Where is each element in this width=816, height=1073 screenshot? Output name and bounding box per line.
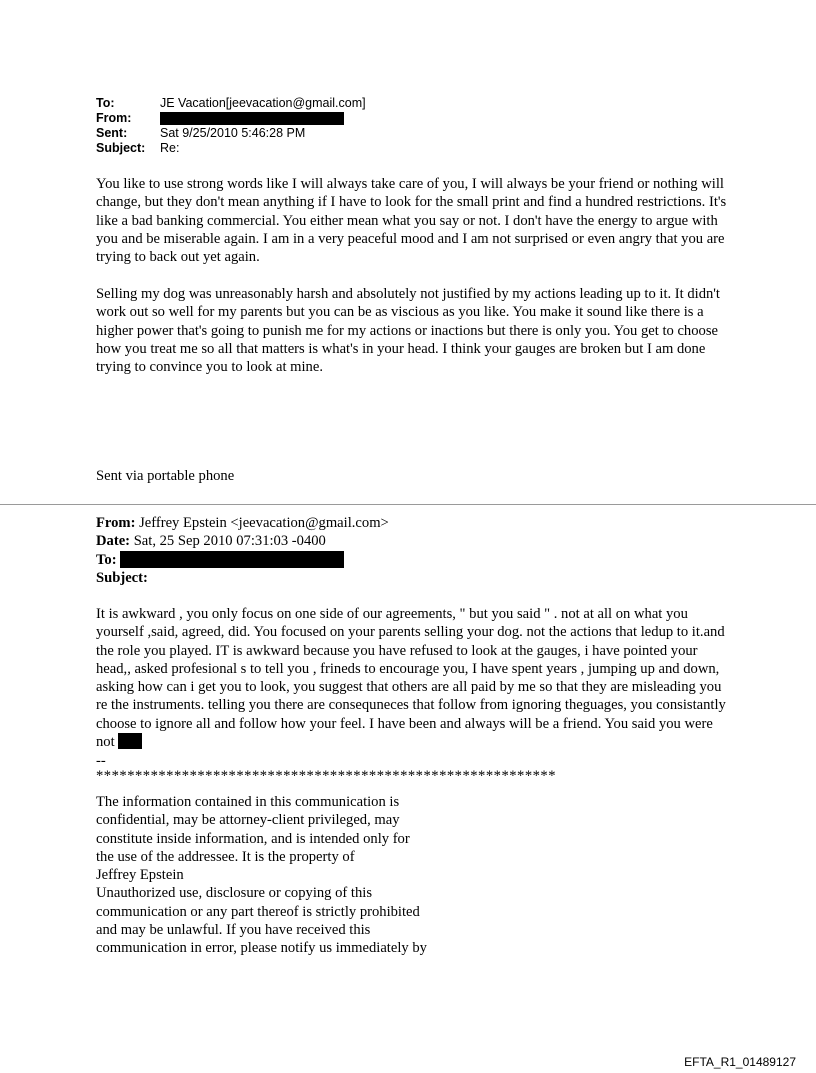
document-id: EFTA_R1_01489127 xyxy=(684,1055,796,1069)
quoted-subject-label: Subject: xyxy=(96,569,148,586)
from-label: From: xyxy=(96,111,132,125)
to-value: JE Vacation[jeevacation@gmail.com] xyxy=(160,96,366,110)
separator-dashes: -- xyxy=(96,753,106,769)
message-divider xyxy=(0,504,816,505)
from-row xyxy=(96,111,366,126)
sent-value: Sat 9/25/2010 5:46:28 PM xyxy=(160,126,306,140)
separator-stars: *********************************************************** xyxy=(96,768,557,784)
quoted-from-row xyxy=(96,514,389,532)
quoted-date-label: Date: xyxy=(96,533,131,550)
quoted-inline-redaction xyxy=(118,733,142,749)
signature-line: Sent via portable phone xyxy=(96,468,235,484)
subject-value: Re: xyxy=(160,141,180,155)
disclaimer-line: confidential, may be attorney-client privileged, may xyxy=(96,812,400,829)
quoted-paragraph xyxy=(96,605,728,751)
disclaimer-line: constitute inside information, and is intended only for xyxy=(96,830,410,847)
disclaimer-line: the use of the addressee. It is the property of xyxy=(96,848,355,865)
sent-label: Sent: xyxy=(96,126,128,140)
body-paragraph-2: Selling my dog was unreasonably harsh and absolutely not justified by my actions leading up to it. It didn't work out so well for my parents but you can be as viscious as you like. You make it sound like there is a higher power that's going to punish me for my actions or inactions but there is only you. You get to choose how you treat me so all that matters is what's in your head. I think your gauges are broken but I am done trying to convince you to look at mine. xyxy=(96,286,720,376)
quoted-from-value: Jeffrey Epstein <jeevacation@gmail.com> xyxy=(135,515,389,531)
quoted-header xyxy=(96,514,389,587)
quoted-to-row xyxy=(96,551,389,569)
quoted-to-label: To: xyxy=(96,551,117,568)
body-paragraph-1: You like to use strong words like I will always take care of you, I will always be your friend or nothing will change, but they don't mean anything if I have to look for the small print and find a hundred restrictions. It's like a bad banking commercial. You either mean what you say or not. I don't have the energy to argue with you and be miserable again. I am in a very peaceful mood and I am not surprised or even angry that you are trying to back out yet again. xyxy=(96,176,727,266)
quoted-date-row xyxy=(96,532,389,550)
disclaimer-line: communication or any part thereof is strictly prohibited xyxy=(96,903,420,920)
to-label: To: xyxy=(96,96,115,110)
from-redaction xyxy=(160,112,344,125)
quoted-subject-row xyxy=(96,569,389,587)
subject-row xyxy=(96,141,366,156)
quoted-paragraph-text: It is awkward , you only focus on one side of our agreements, " but you said " . not at all on what you yourself ,said, agreed, did. You focused on your parents selling your dog. not the actions that ledup to it.and the role you played. IT is awkward because you have refused to look at the gauges, i have pointed your head,, asked profesional s to tell you , frineds to encourage you, I have spent years , jumping up and down, asking how can i get you to look, you suggest that others are all paid by me so that they are misleading you re the instruments. telling you there are consequneces that follow from ignoring theguages, you consistantly choose to ignore all and follow how your feel. I have been and always will be a friend. You said you were not xyxy=(96,606,726,751)
disclaimer-line: and may be unlawful. If you have received this xyxy=(96,922,371,939)
to-row xyxy=(96,96,366,111)
disclaimer-line: Jeffrey Epstein xyxy=(96,867,184,884)
sent-row xyxy=(96,126,366,141)
quoted-date-value: Sat, 25 Sep 2010 07:31:03 -0400 xyxy=(130,533,326,550)
disclaimer-line: The information contained in this communication is xyxy=(96,794,400,810)
subject-label: Subject: xyxy=(96,141,146,155)
disclaimer-block xyxy=(96,793,476,958)
email-header xyxy=(96,96,366,156)
quoted-to-redaction xyxy=(120,551,344,568)
disclaimer-line: communication in error, please notify us immediately by xyxy=(96,940,427,957)
quoted-from-label: From: xyxy=(96,515,136,531)
disclaimer-line: Unauthorized use, disclosure or copying of this xyxy=(96,885,373,902)
